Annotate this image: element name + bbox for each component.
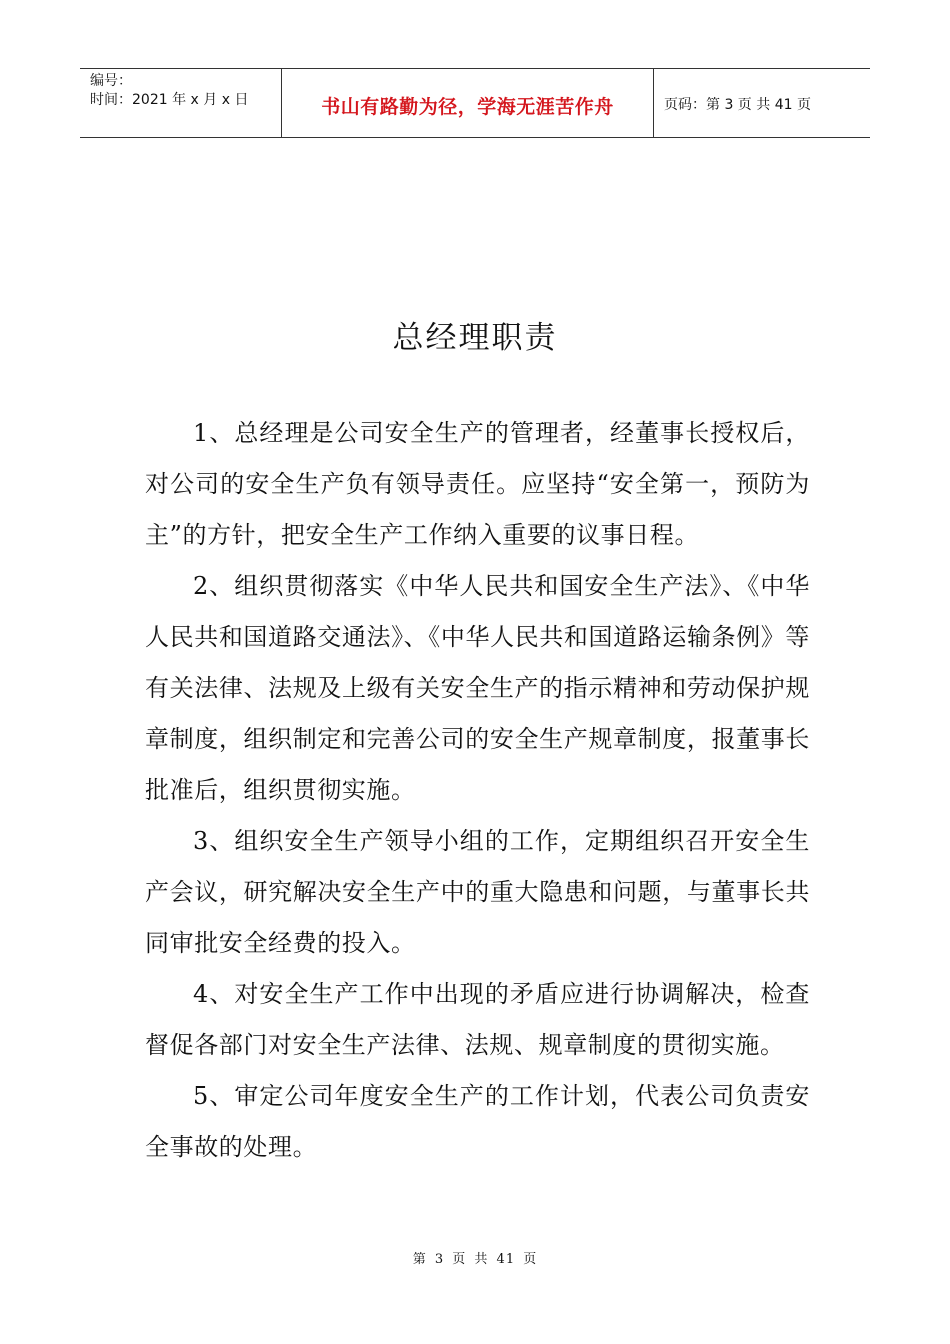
document-body [145, 408, 810, 1173]
header-meta-cell [80, 69, 282, 137]
document-number-label: 编号： [90, 73, 132, 89]
document-title: 总经理职责 [392, 320, 558, 356]
document-date: 时间：2021 年 x 月 x 日 [90, 92, 249, 108]
header-motto-cell [282, 69, 654, 137]
paragraph-5: 5、审定公司年度安全生产的工作计划，代表公司负责安全事故的处理。 [145, 1082, 810, 1161]
paragraph-1: 1、总经理是公司安全生产的管理者，经董事长授权后，对公司的安全生产负有领导责任。应坚持“安全第一，预防为主”的方针，把安全生产工作纳入重要的议事日程。 [145, 419, 810, 549]
page-header [80, 68, 870, 138]
page-footer: 第 3 页 共 41 页 [412, 1252, 538, 1267]
header-page-cell [654, 69, 870, 137]
header-motto: 书山有路勤为径，学海无涯苦作舟 [321, 95, 614, 118]
header-page-info: 页码：第 3 页 共 41 页 [664, 97, 811, 113]
paragraph-2: 2、组织贯彻落实《中华人民共和国安全生产法》、《中华人民共和国道路交通法》、《中华人民共和国道路运输条例》等有关法律、法规及上级有关安全生产的指示精神和劳动保护规章制度，组织制定和完善公司的安全生产规章制度，报董事长批准后，组织贯彻实施。 [145, 572, 810, 804]
paragraph-4: 4、对安全生产工作中出现的矛盾应进行协调解决，检查督促各部门对安全生产法律、法规、规章制度的贯彻实施。 [145, 980, 810, 1059]
paragraph-3: 3、组织安全生产领导小组的工作，定期组织召开安全生产会议，研究解决安全生产中的重大隐患和问题，与董事长共同审批安全经费的投入。 [145, 827, 810, 957]
